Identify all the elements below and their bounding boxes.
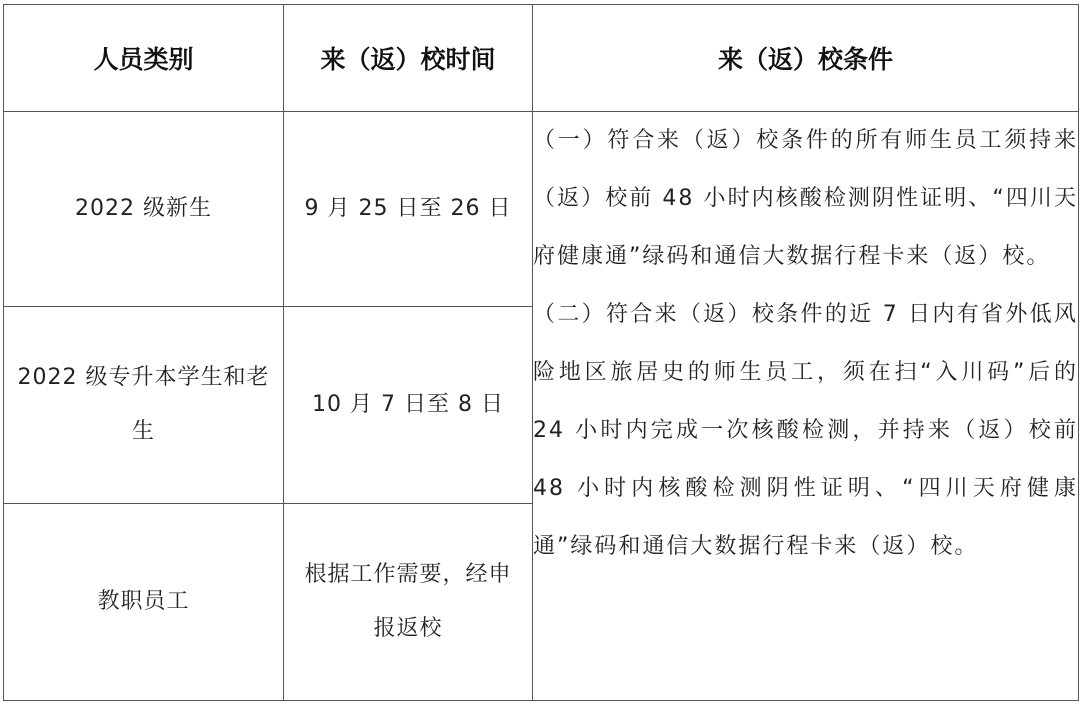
conditions-cell [533,112,1079,701]
header-category: 人员类别 [4,5,284,112]
row-time: 根据工作需要，经申报返校 [284,504,533,701]
condition-paragraph: （二）符合来（返）校条件的近 7 日内有省外低风险地区旅居史的师生员工，须在扫“入川码”后的 24 小时内完成一次核酸检测，并持来（返）校前 48 小时内核酸检测阴性证明、“四川天府健康通”绿码和通信大数据行程卡来（返）校。 [533,302,1078,559]
row-category: 2022 级新生 [4,112,284,307]
row-time: 10 月 7 日至 8 日 [284,307,533,504]
table-header-row [4,5,1079,112]
header-conditions: 来（返）校条件 [533,5,1079,112]
return-schedule-table [3,4,1079,701]
row-category: 教职员工 [4,504,284,701]
condition-paragraph: （一）符合来（返）校条件的所有师生员工须持来（返）校前 48 小时内核酸检测阴性证明、“四川天府健康通”绿码和通信大数据行程卡来（返）校。 [533,128,1078,269]
table-row [4,112,1079,307]
row-category: 2022 级专升本学生和老生 [4,307,284,504]
row-time: 9 月 25 日至 26 日 [284,112,533,307]
header-time: 来（返）校时间 [284,5,533,112]
